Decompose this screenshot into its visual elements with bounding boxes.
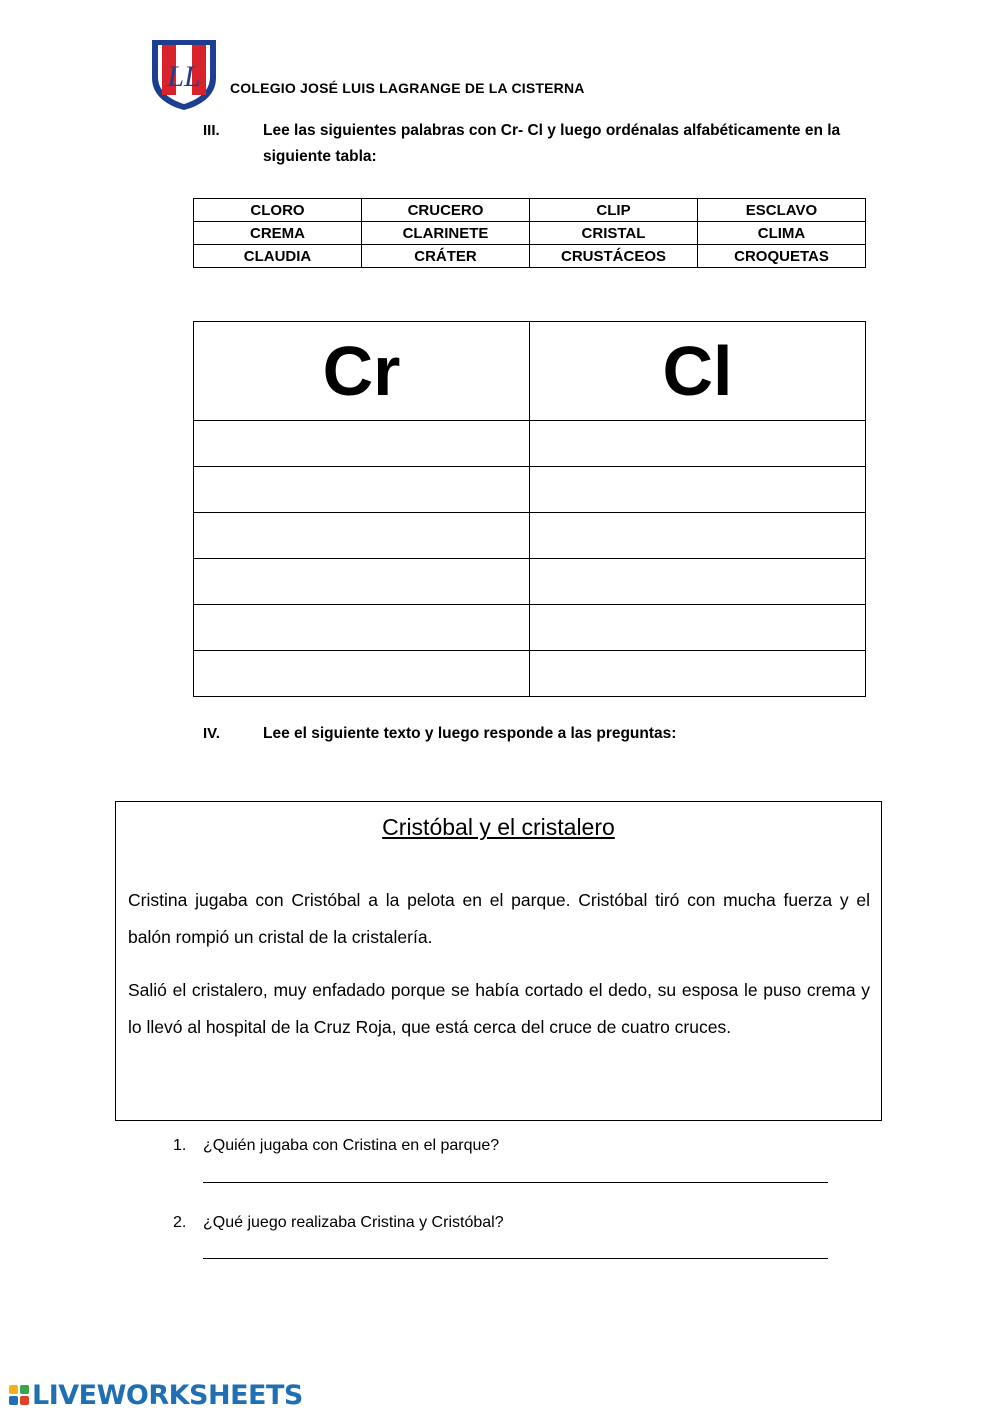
- section-4-number: IV.: [203, 725, 220, 742]
- word-cell: CLARINETE: [362, 222, 530, 245]
- answer-line[interactable]: [203, 1182, 828, 1183]
- section-4-instruction: Lee el siguiente texto y luego responde a las preguntas:: [263, 725, 677, 742]
- question-number: 1.: [173, 1137, 187, 1154]
- cr-answer-cell[interactable]: [194, 559, 530, 605]
- cl-answer-cell[interactable]: [530, 651, 866, 697]
- cl-answer-cell[interactable]: [530, 559, 866, 605]
- cl-answer-cell[interactable]: [530, 513, 866, 559]
- word-cell: CREMA: [194, 222, 362, 245]
- sort-header-cr: Cr: [194, 322, 530, 421]
- question-text: ¿Qué juego realizaba Cristina y Cristóbal?: [203, 1214, 504, 1231]
- question-number: 2.: [173, 1214, 187, 1231]
- liveworksheets-brand: [8, 1378, 303, 1412]
- word-cell: CRISTAL: [530, 222, 698, 245]
- cl-answer-cell[interactable]: [530, 605, 866, 651]
- word-cell: CLIP: [530, 199, 698, 222]
- cl-answer-cell[interactable]: [530, 467, 866, 513]
- story-box: [115, 801, 882, 1121]
- word-row: [194, 222, 866, 245]
- school-logo: [150, 38, 218, 112]
- question-text: ¿Quién jugaba con Cristina en el parque?: [203, 1137, 500, 1154]
- word-cell: ESCLAVO: [698, 199, 866, 222]
- answer-line[interactable]: [203, 1258, 828, 1259]
- story-title: Cristóbal y el cristalero: [382, 814, 615, 840]
- sort-header-cl: Cl: [530, 322, 866, 421]
- word-cell: CROQUETAS: [698, 245, 866, 268]
- cr-answer-cell[interactable]: [194, 421, 530, 467]
- word-cell: CLIMA: [698, 222, 866, 245]
- cl-answer-cell[interactable]: [530, 421, 866, 467]
- section-3-number: III.: [203, 122, 220, 139]
- story-paragraph: Cristina jugaba con Cristóbal a la pelota en el parque. Cristóbal tiró con mucha fuerza y el balón rompió un cristal de la cristalería.: [128, 890, 870, 947]
- brand-text: LIVEWORKSHEETS: [32, 1379, 303, 1411]
- word-cell: CLAUDIA: [194, 245, 362, 268]
- cr-answer-cell[interactable]: [194, 605, 530, 651]
- word-cell: CLORO: [194, 199, 362, 222]
- brand-grid-icon: [8, 1384, 30, 1406]
- word-row: [194, 199, 866, 222]
- logo-letters: LL: [167, 60, 201, 93]
- word-row: [194, 245, 866, 268]
- school-name: COLEGIO JOSÉ LUIS LAGRANGE DE LA CISTERNA: [230, 80, 585, 96]
- word-cell: CRÁTER: [362, 245, 530, 268]
- cr-answer-cell[interactable]: [194, 467, 530, 513]
- cr-answer-cell[interactable]: [194, 651, 530, 697]
- story-paragraph: Salió el cristalero, muy enfadado porque se había cortado el dedo, su esposa le puso crema y lo llevó al hospital de la Cruz Roja, que está cerca del cruce de cuatro cruces.: [128, 980, 870, 1037]
- word-table: [193, 198, 866, 268]
- word-cell: CRUCERO: [362, 199, 530, 222]
- word-cell: CRUSTÁCEOS: [530, 245, 698, 268]
- sort-table: [193, 321, 866, 697]
- section-3-instruction: Lee las siguientes palabras con Cr- Cl y luego ordénalas alfabéticamente en la siguiente tabla:: [263, 122, 841, 165]
- cr-answer-cell[interactable]: [194, 513, 530, 559]
